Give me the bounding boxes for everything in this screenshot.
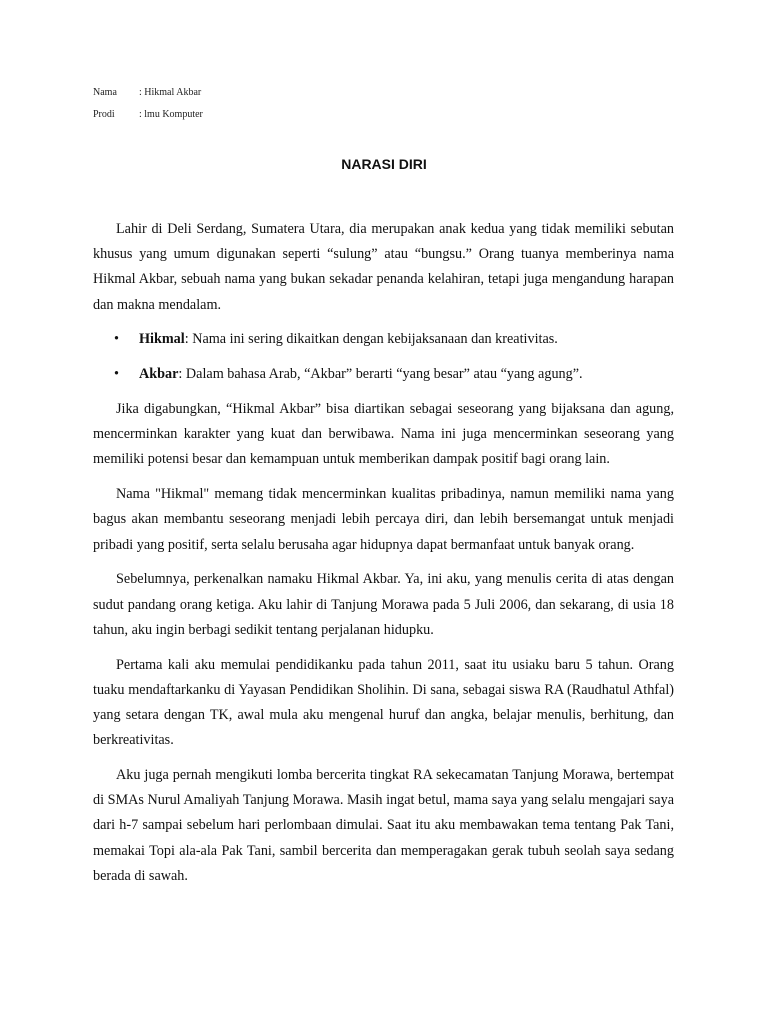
bullet-term: Hikmal	[139, 331, 185, 348]
bullet-icon: •	[114, 366, 119, 383]
document-body	[93, 217, 674, 899]
bullet-text: : Dalam bahasa Arab, “Akbar” berarti “yang besar” atau “yang agung”.	[178, 366, 583, 383]
bullet-icon: •	[114, 331, 119, 348]
prodi-value: : lmu Komputer	[139, 109, 203, 120]
paragraph-education: Pertama kali aku memulai pendidikanku pada tahun 2011, saat itu usiaku baru 5 tahun. Orang tuaku mendaftarkanku di Yayasan Pendidikan Sholihin. Di sana, sebagai siswa RA (Raudhatul Athfal) yang setara dengan TK, awal mula aku mengenal huruf dan angka, belajar menulis, berhitung, dan berkreativitas.	[93, 656, 674, 749]
paragraph-competition: Aku juga pernah mengikuti lomba bercerita tingkat RA sekecamatan Tanjung Morawa, bertempat di SMAs Nurul Amaliyah Tanjung Morawa. Masih ingat betul, mama saya yang selalu mengajari saya dari h-7 sampai sebelum hari perlombaan dimulai. Saat itu aku membawakan tema tentang Pak Tani, memakai Topi ala-ala Pak Tani, sambil bercerita dan memperagakan gerak tubuh seolah saya sedang berada di sawah.	[93, 767, 674, 884]
intro-paragraph: Lahir di Deli Serdang, Sumatera Utara, dia merupakan anak kedua yang tidak memiliki sebutan khusus yang umum digunakan seperti “sulung” atau “bungsu.” Orang tuanya memberinya nama Hikmal Akbar, sebuah nama yang bukan sekadar penanda kelahiran, tetapi juga mengandung harapan dan makna mendalam.	[93, 221, 674, 313]
list-item	[93, 327, 674, 352]
bullet-term: Akbar	[139, 366, 179, 383]
header-nama-row	[93, 87, 201, 99]
prodi-label: Prodi	[93, 109, 115, 120]
paragraph-introduction: Sebelumnya, perkenalkan namaku Hikmal Akbar. Ya, ini aku, yang menulis cerita di atas dengan sudut pandang orang ketiga. Aku lahir di Tanjung Morawa pada 5 Juli 2006, dan sekarang, di usia 18 tahun, aku ingin berbagi sedikit tentang perjalanan hidupku.	[93, 571, 674, 638]
name-meaning-list	[93, 327, 674, 387]
header-prodi-row	[93, 109, 203, 121]
paragraph-name-effect: Nama "Hikmal" memang tidak mencerminkan kualitas pribadinya, namun memiliki nama yang bagus akan membantu seseorang menjadi lebih percaya diri, dan lebih bersemangat untuk menjadi pribadi yang positif, serta selalu berusaha agar hidupnya dapat bermanfaat untuk banyak orang.	[93, 486, 674, 553]
nama-value: : Hikmal Akbar	[139, 87, 202, 98]
paragraph-meaning: Jika digabungkan, “Hikmal Akbar” bisa diartikan sebagai seseorang yang bijaksana dan agung, mencerminkan karakter yang kuat dan berwibawa. Nama ini juga mencerminkan seseorang yang memiliki potensi besar dan kemampuan untuk memberikan dampak positif bagi orang lain.	[93, 401, 674, 468]
nama-label: Nama	[93, 87, 117, 98]
bullet-text: : Nama ini sering dikaitkan dengan kebijaksanaan dan kreativitas.	[184, 331, 558, 348]
list-item	[93, 362, 674, 387]
document-title: NARASI DIRI	[341, 156, 427, 172]
